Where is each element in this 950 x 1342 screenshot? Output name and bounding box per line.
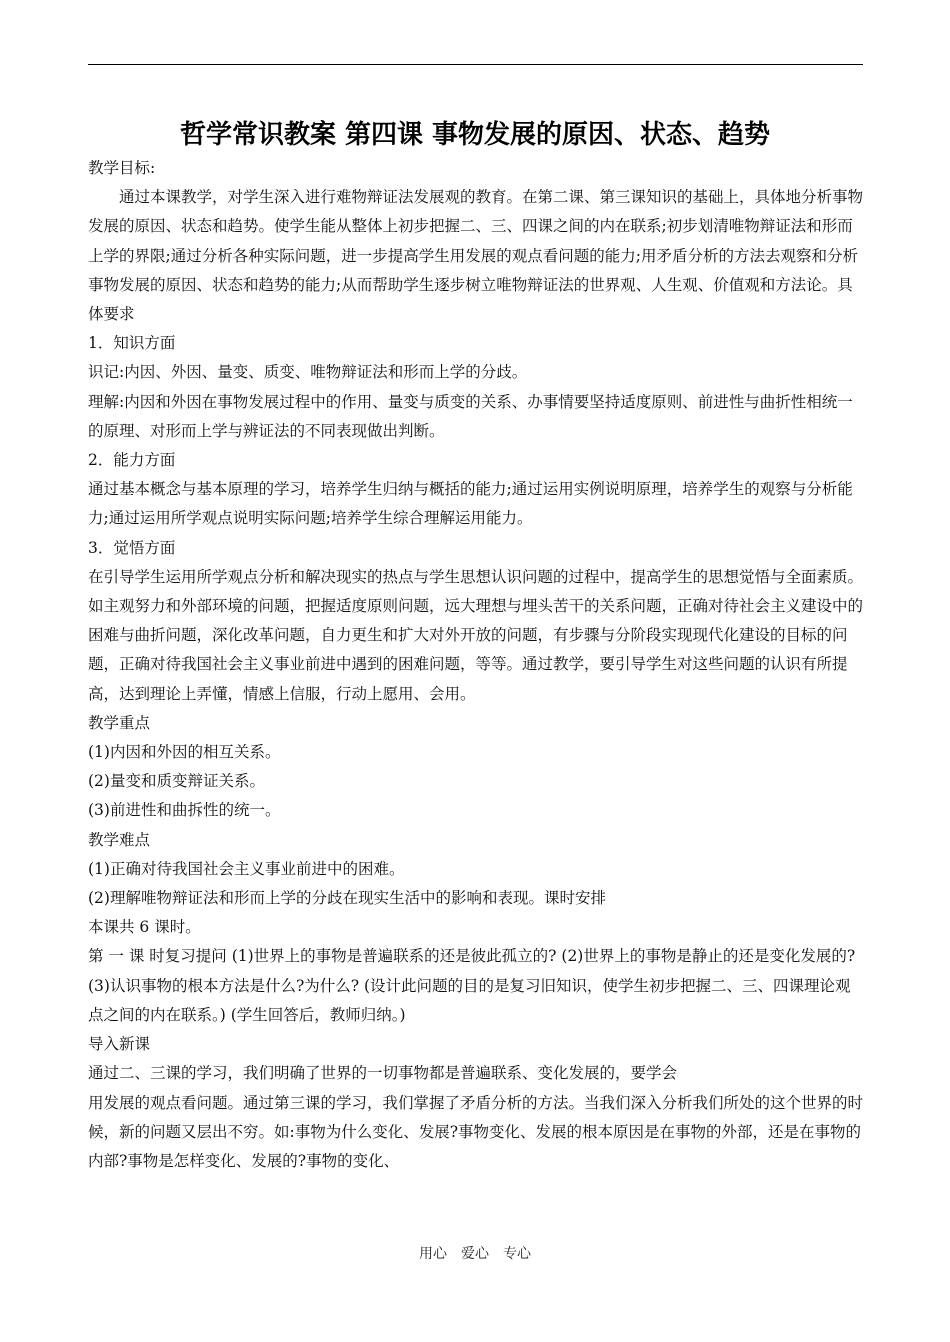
document-body [88, 154, 866, 1176]
body-paragraph: (2)理解唯物辩证法和形而上学的分歧在现实生活中的影响和表现。课时安排 [88, 889, 606, 908]
body-paragraph: 教学目标: [88, 159, 156, 177]
body-paragraph: 识记:内因、外因、量变、质变、唯物辩证法和形而上学的分歧。 [88, 363, 528, 382]
body-paragraph: (3)前进性和曲拆性的统一。 [88, 801, 281, 820]
page-footer: 用心 爱心 专心 [419, 1246, 531, 1262]
document-title: 哲学常识教案 第四课 事物发展的原因、状态、趋势 [179, 120, 771, 150]
body-paragraph: 教学难点 [88, 830, 151, 849]
body-paragraph: 用发展的观点看问题。通过第三课的学习，我们掌握了矛盾分析的方法。当我们深入分析我们所处的这个世界的时候，新的问题又层出不穷。如:事物为什么变化、发展?事物变化、发展的根本原因是在事物的外部，还是在事物的内部?事物是怎样变化、发展的?事物的变化、 [88, 1093, 864, 1170]
body-paragraph: 在引导学生运用所学观点分析和解决现实的热点与学生思想认识问题的过程中，提高学生的思想觉悟与全面素质。如主观努力和外部环境的问题，把握适度原则问题，远大理想与埋头苦干的关系问题，正确对待社会主义建设中的困难与曲折问题，深化改革问题，自力更生和扩大对外开放的问题，有步骤与分阶段实现现代化建设的目标的问题，正确对待我国社会主义事业前进中遇到的困难问题，等等。通过教学，要引导学生对这些问题的认识有所提高，达到理论上弄懂，情感上信服，行动上愿用、会用。 [88, 567, 864, 703]
body-paragraph: (1)内因和外因的相互关系。 [88, 743, 281, 762]
body-paragraph: 本课共 6 课时。 [88, 918, 201, 937]
body-paragraph: 通过二、三课的学习，我们明确了世界的一切事物都是普遍联系、变化发展的，要学会 [88, 1064, 678, 1083]
body-paragraph: 理解:内因和外因在事物发展过程中的作用、量变与质变的关系、办事情要坚持适度原则、前进性与曲折性相统一的原理、对形而上学与辨证法的不同表现做出判断。 [88, 392, 853, 440]
body-paragraph: 3．觉悟方面 [88, 538, 176, 557]
body-paragraph: 导入新课 [88, 1035, 151, 1054]
body-paragraph: 教学重点 [88, 713, 151, 732]
body-paragraph: 通过基本概念与基本原理的学习，培养学生归纳与概括的能力;通过运用实例说明原理，培养学生的观察与分析能力;通过运用所学观点说明实际问题;培养学生综合理解运用能力。 [88, 480, 853, 528]
body-paragraph: (1)正确对待我国社会主义事业前进中的困难。 [88, 859, 405, 878]
body-paragraph: (2)量变和质变辩证关系。 [88, 772, 265, 791]
body-paragraph: 1．知识方面 [88, 334, 176, 353]
body-paragraph: 第 一 课 时复习提问 (1)世界上的事物是普遍联系的还是彼此孤立的? (2)世界上的事物是静止的还是变化发展的? (3)认识事物的根本方法是什么?为什么? (设计此问题的目的是复习旧知识，使学生初步把握二、三、四课理论观点之间的内在联系。) (学生回答后，教师归纳。) [88, 947, 856, 1024]
header-rule [88, 64, 863, 65]
body-paragraph: 通过本课教学，对学生深入进行难物辩证法发展观的教育。在第二课、第三课知识的基础上，具体地分析事物发展的原因、状态和趋势。使学生能从整体上初步把握二、三、四课之间的内在联系;初步划清唯物辩证法和形而上学的界限;通过分析各种实际问题，进一步提高学生用发展的观点看问题的能力;用矛盾分析的方法去观察和分析事物发展的原因、状态和趋势的能力;从而帮助学生逐步树立唯物辩证法的世界观、人生观、价值观和方法论。具体要求 [88, 188, 864, 324]
body-paragraph: 2．能力方面 [88, 451, 176, 470]
